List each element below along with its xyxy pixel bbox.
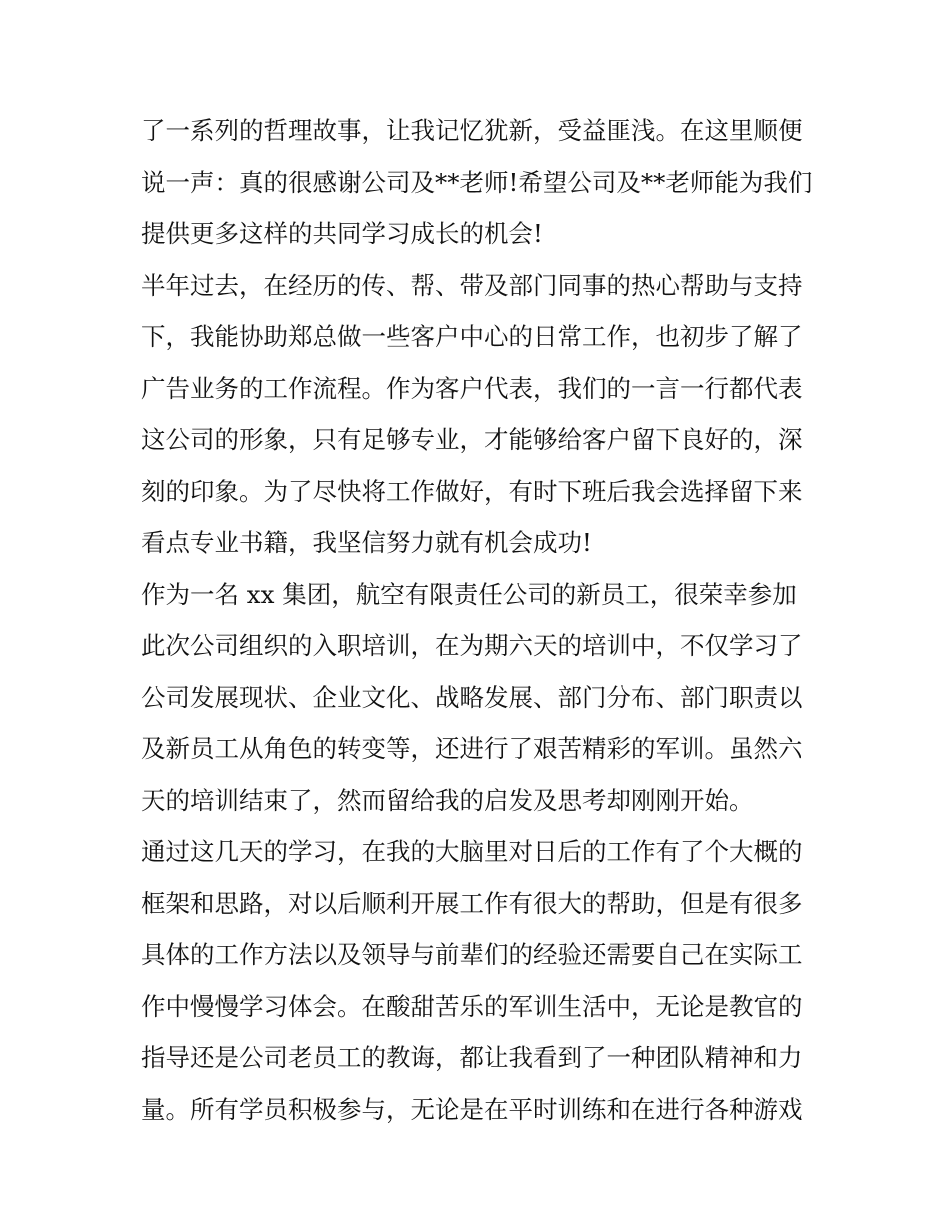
- text-line: 说一声：真的很感谢公司及**老师!希望公司及**老师能为我们: [141, 167, 813, 197]
- text-line: 指导还是公司老员工的教诲，都让我看到了一种团队精神和力: [141, 1043, 803, 1072]
- text-line: 半年过去，在经历的传、帮、带及部门同事的热心帮助与支持: [141, 270, 803, 300]
- text-line: 了一系列的哲理故事，让我记忆犹新，受益匪浅。在这里顺便: [141, 116, 803, 145]
- body-text: [141, 105, 821, 1135]
- text-line: 下，我能协助郑总做一些客户中心的日常工作，也初步了解了: [141, 322, 803, 351]
- text-line: 作中慢慢学习体会。在酸甜苦乐的军训生活中，无论是教官的: [141, 991, 803, 1021]
- text-line: 这公司的形象，只有足够专业，才能够给客户留下良好的，深: [141, 425, 803, 454]
- text-line: 天的培训结束了，然而留给我的启发及思考却刚刚开始。: [141, 785, 754, 815]
- text-line: 具体的工作方法以及领导与前辈们的经验还需要自己在实际工: [141, 940, 803, 969]
- text-line: 看点专业书籍，我坚信努力就有机会成功!: [141, 528, 592, 557]
- text-line: 作为一名 xx 集团，航空有限责任公司的新员工，很荣幸参加: [141, 579, 797, 609]
- text-line: 公司发展现状、企业文化、战略发展、部门分布、部门职责以: [141, 682, 803, 712]
- text-line: 通过这几天的学习，在我的大脑里对日后的工作有了个大概的: [141, 837, 803, 866]
- text-line: 刻的印象。为了尽快将工作做好，有时下班后我会选择留下来: [141, 476, 803, 506]
- text-line: 量。所有学员积极参与，无论是在平时训练和在进行各种游戏: [141, 1094, 803, 1124]
- text-line: 框架和思路，对以后顺利开展工作有很大的帮助，但是有很多: [141, 888, 803, 918]
- text-line: 及新员工从角色的转变等，还进行了艰苦精彩的军训。虽然六: [141, 734, 803, 763]
- text-line: 广告业务的工作流程。作为客户代表，我们的一言一行都代表: [141, 373, 803, 403]
- text-line: 提供更多这样的共同学习成长的机会!: [141, 219, 543, 248]
- text-line: 此次公司组织的入职培训，在为期六天的培训中，不仅学习了: [141, 631, 803, 660]
